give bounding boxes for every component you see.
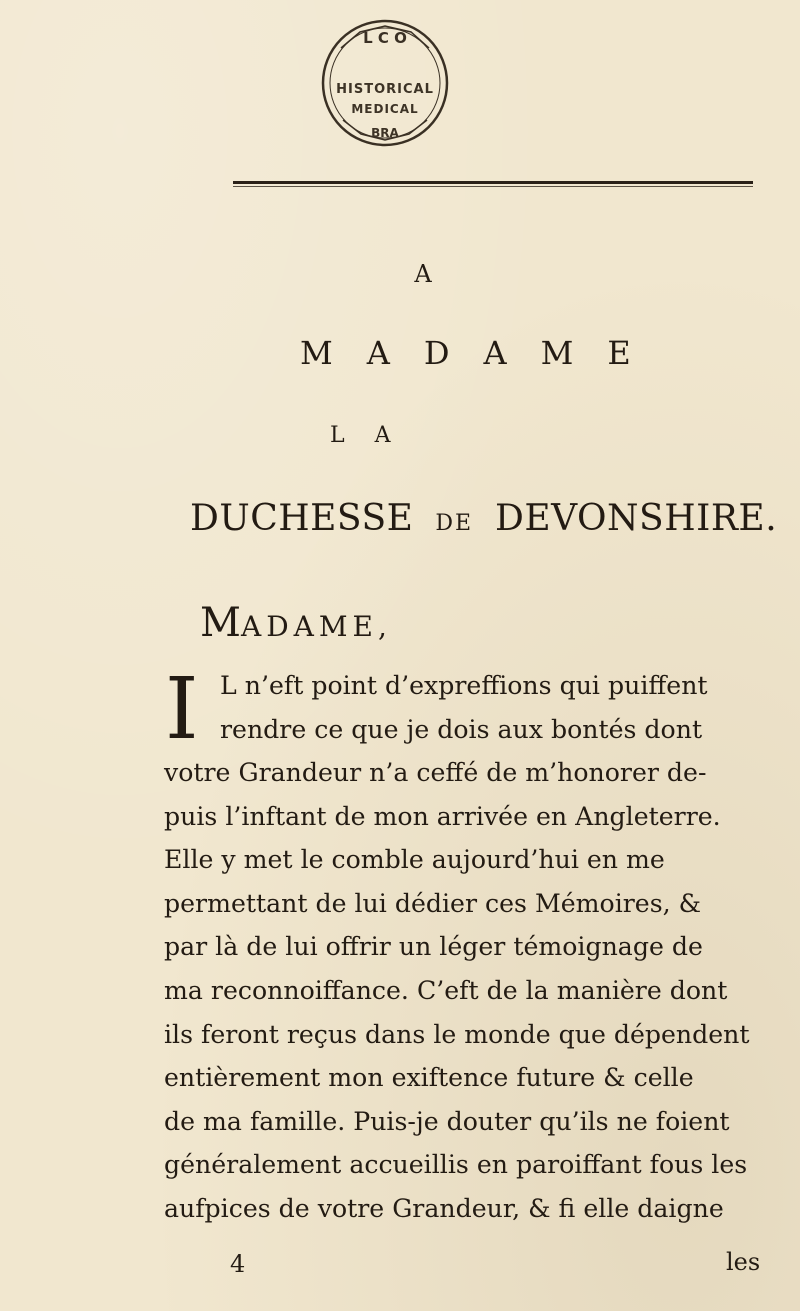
body-paragraph [220,664,769,751]
dedication-la: LA [330,423,421,448]
catchword: les [726,1248,761,1276]
text-line-1: L n’eft point d’expreffions qui puiffent [220,671,708,700]
text-line-4: puis l’inftant de mon arrivée en Angleterre. [164,801,721,831]
dedication-madame: MADAME [300,334,665,372]
library-stamp [300,8,470,158]
stamp-top-text: L C O [363,29,407,47]
text-line-3: votre Grandeur n’a ceffé de m’honorer de- [164,758,707,787]
text-line-9: ils feront reçus dans le monde que dépendent [164,1019,750,1049]
text-line-12: généralement accueillis en paroiffant fous les [164,1150,748,1180]
dedication-to: A [414,260,432,288]
text-line-10: entièrement mon exiftence future & celle [164,1063,694,1093]
salutation [200,600,420,646]
text-line-5: Elle y met le comble aujourd’hui en me [164,845,665,875]
page-number: 4 [230,1250,246,1278]
top-rule-thick [233,181,753,184]
salutation-initial: M [200,600,241,646]
text-line-8: ma reconnoiffance. C’eft de la manière dont [164,975,728,1005]
title-duchesse: DUCHESSE [190,498,414,539]
text-line-7: par là de lui offrir un léger témoignage de [164,932,703,962]
dedication-title [190,498,778,539]
text-line-2: rendre ce que je dois aux bontés dont [220,714,703,744]
title-devonshire: DEVONSHIRE. [495,498,778,539]
body-paragraph-continued [164,751,769,1231]
drop-cap: I [165,660,199,759]
top-rule-thin [233,186,753,187]
stamp-bottom-text: BRA [371,126,399,140]
text-line-6: permettant de lui dédier ces Mémoires, & [164,888,702,918]
text-line-11: de ma famille. Puis-je douter qu’ils ne foient [164,1106,730,1136]
salutation-rest: ADAME, [240,610,392,643]
stamp-line-historical: HISTORICAL [336,82,434,97]
stamp-line-medical: MEDICAL [351,102,419,116]
title-de: DE [435,511,474,536]
text-line-13: aufpices de votre Grandeur, & fi elle daigne [164,1193,724,1223]
